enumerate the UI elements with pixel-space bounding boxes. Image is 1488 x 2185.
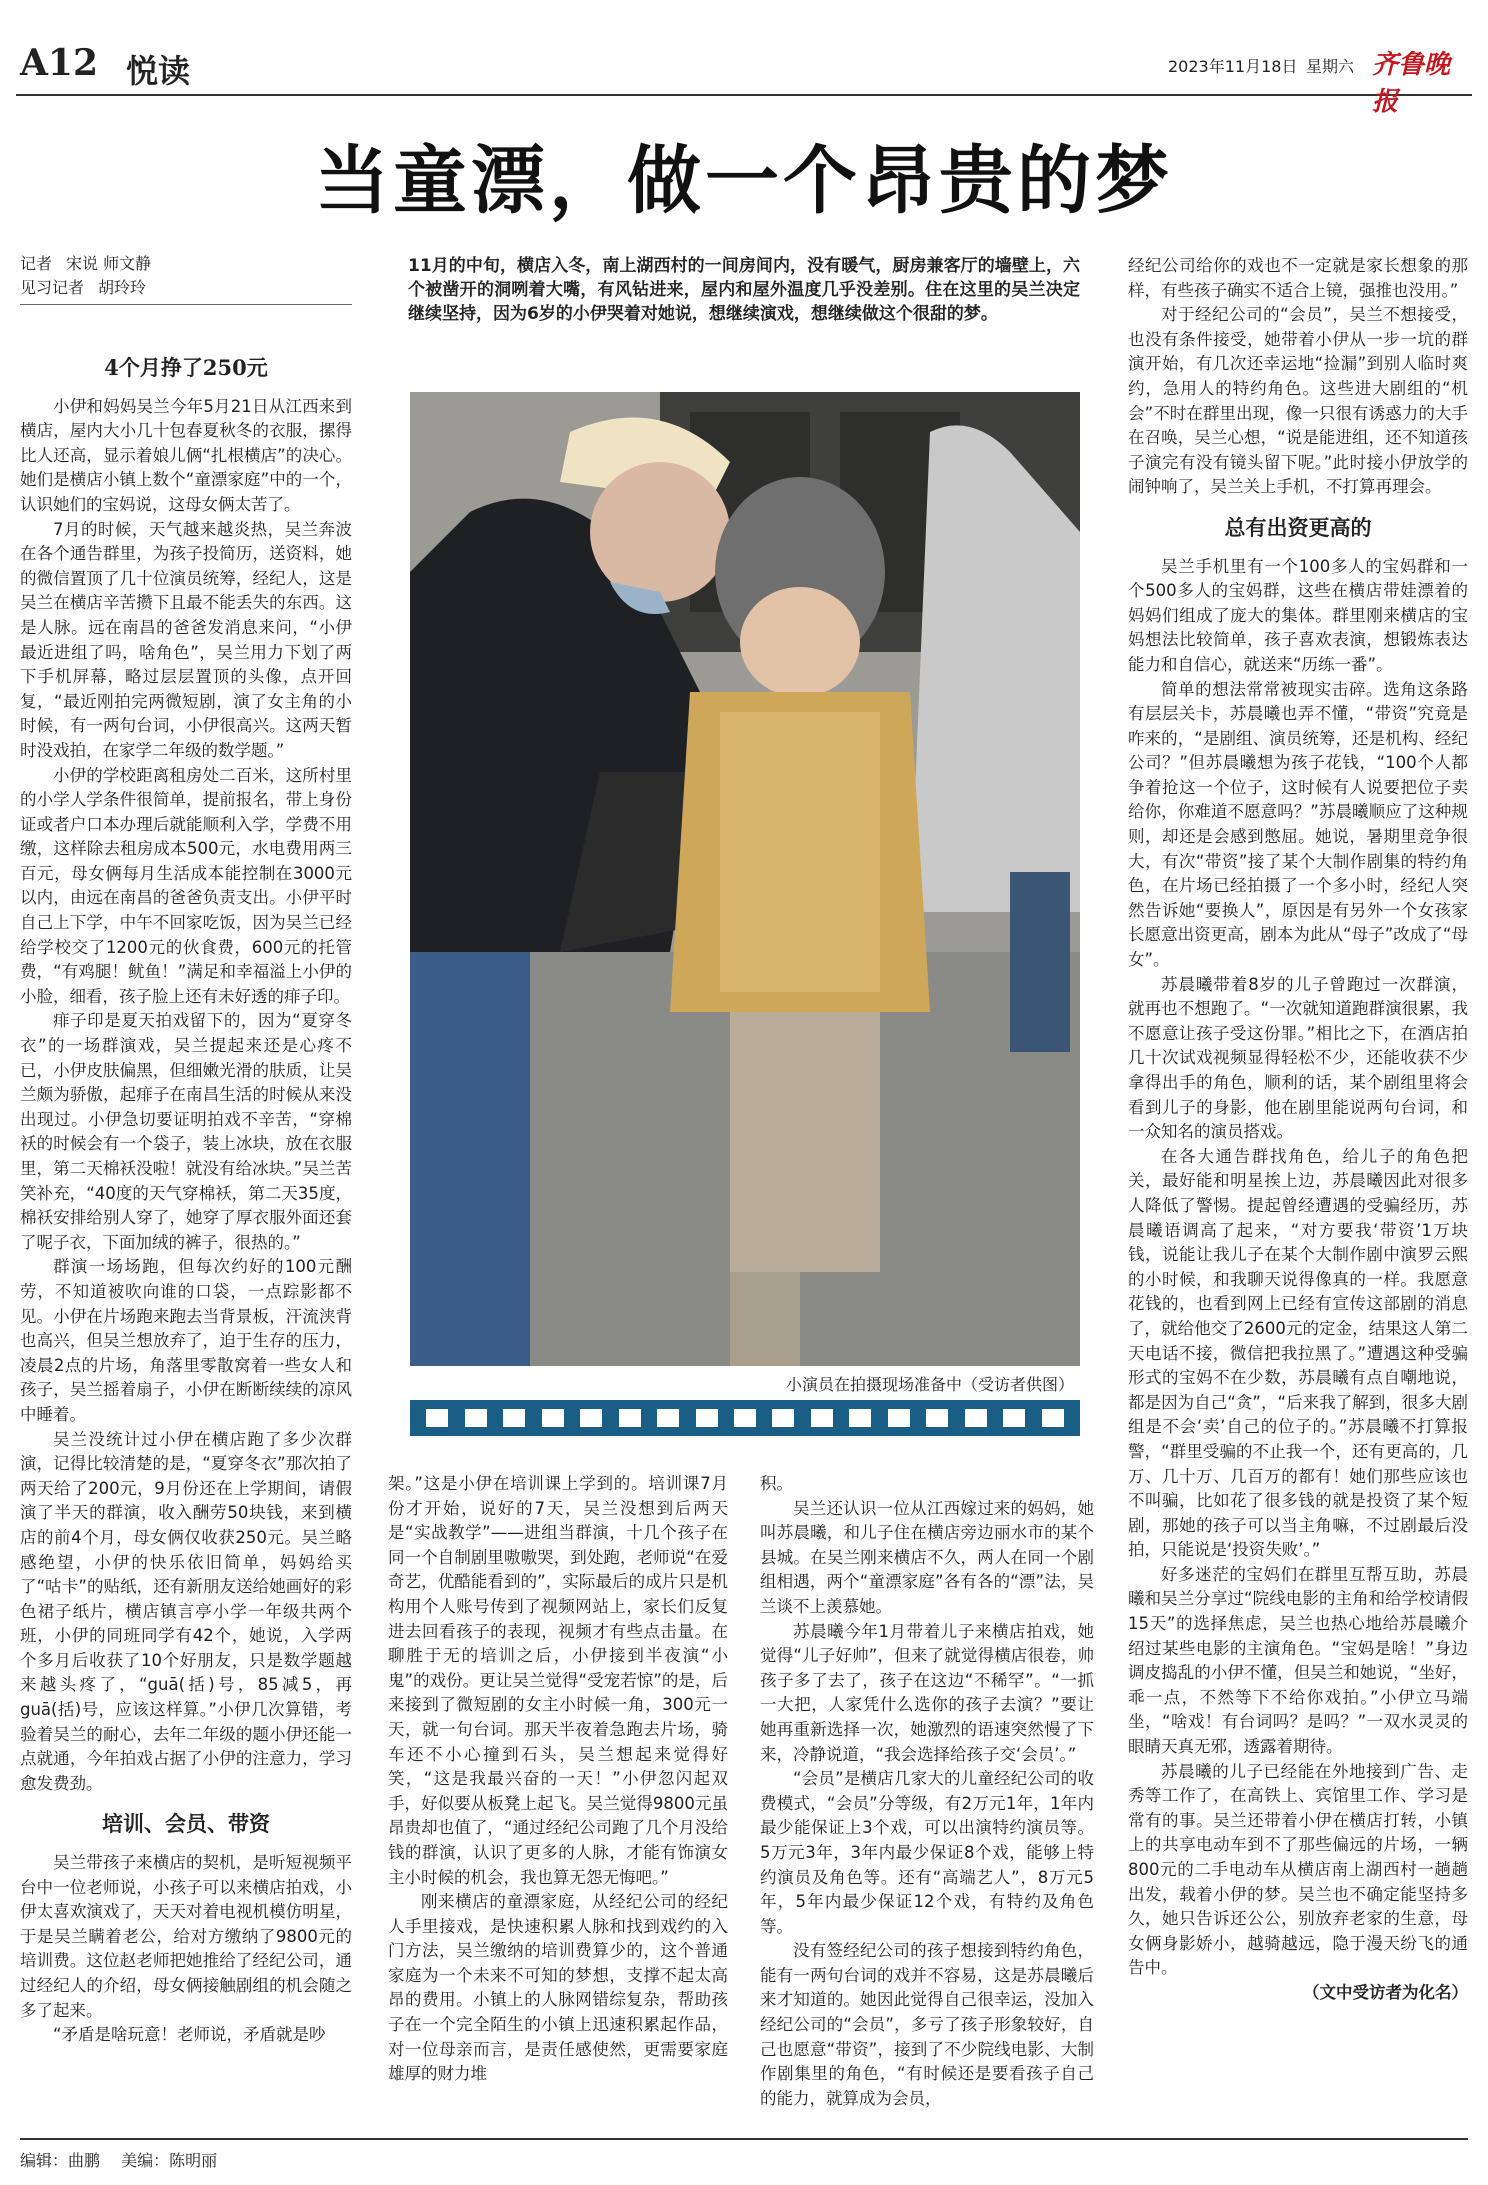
paragraph: 吴兰还认识一位从江西嫁过来的妈妈，她叫苏晨曦，和儿子住在横店旁边丽水市的某个县城。在吴兰刚来横店不久，两人在同一个剧组相遇，两个“童漂家庭”各有各的“漂”法，吴兰谈不上羡慕她。	[760, 1498, 1094, 1616]
article-lead: 11月的中旬，横店入冬，南上湖西村的一间房间内，没有暖气，厨房兼客厅的墙壁上，六个被凿开的洞咧着大嘴，有风钻进来，屋内和屋外温度几乎没差别。住在这里的吴兰决定继续坚持，因为6岁的小伊哭着对她说，想继续演戏，想继续做这个很甜的梦。	[408, 256, 1080, 324]
paragraph: 苏晨曦的儿子已经能在外地接到广告、走秀等工作了，在高铁上、宾馆里工作、学习是常有的事。吴兰还带着小伊在横店打转，小镇上的共享电动车到不了那些偏远的片场，一辆800元的二手电动车从横店南上湖西村一趟趟出发，载着小伊的梦。吴兰也不确定能坚持多久，她只告诉还公公，别放弃老家的生意，母女俩身影娇小，越骑越远，隐于漫天纷飞的通告中。	[1128, 1761, 1468, 1978]
paragraph: 积。	[760, 1474, 793, 1493]
paragraph: 痱子印是夏天拍戏留下的，因为“夏穿冬衣”的一场群演戏，吴兰提起来还是心疼不已，小伊皮肤偏黑，但细嫩光滑的肤质，让吴兰颇为骄傲，起痱子在南昌生活的时候从来没出现过。小伊急切要证明拍戏不辛苦，“穿棉袄的时候会有一个袋子，装上冰块，放在衣服里，第二天棉袄没啦！就没有给冰块。”吴兰苦笑补充，“40度的天气穿棉袄，第二天35度，棉袄安排给别人穿了，她穿了厚衣服外面还套了呢子衣，下面加绒的裤子，很热的。”	[20, 1011, 352, 1252]
page-footer	[20, 2138, 1468, 2171]
paragraph: 吴兰带孩子来横店的契机，是听短视频平台中一位老师说，小孩子可以来横店拍戏，小伊太喜欢演戏了，天天对着电视机模仿明星，于是吴兰瞒着老公，给对方缴纳了9800元的培训费。这位赵老师把她推给了经纪公司，通过经纪人的介绍，母女俩接触剧组的机会随之多了起来。	[20, 1853, 352, 2020]
intern-label: 见习记者	[20, 278, 85, 297]
paragraph: 吴兰没统计过小伊在横店跑了多少次群演，记得比较清楚的是，“夏穿冬衣”那次拍了两天给了200元，9月份还在上学期间，请假演了半天的群演，收入酬劳50块钱，来到横店的前4个月，母女俩仅收获250元。吴兰略感绝望，小伊的快乐依旧简单，妈妈给买了“咕卡”的贴纸，还有新朋友送给她画好的彩色裙子纸片，横店镇言亭小学一年级共两个班，小伊的同班同学有42个，她说，入学两个多月后收获了10个好朋友，只是数学题越来越头疼了，“guā(括)号，85减5，再guā(括)号，应该这样算。”小伊几次算错，考验着吴兰的耐心，去年二年级的题小伊还能一点就通，今年拍戏占据了小伊的注意力，学习愈发费劲。	[20, 1429, 352, 1793]
paragraph: 架。”这是小伊在培训课上学到的。培训课7月份才开始，说好的7天，吴兰没想到后两天是“实战教学”——进组当群演，十几个孩子在同一个自制剧里嗷嗷哭，到处跑，老师说“在爱奇艺，优酷能看到的”，实际最后的成片只是机构用个人账号传到了视频网站上，家长们反复进去回看孩子的表现，视频才有些点击量。在聊胜于无的培训之后，小伊接到半夜演“小鬼”的戏份。更让吴兰觉得“受宠若惊”的是，后来接到了微短剧的女主小时候一角，300元一天，就一句台词。那天半夜着急跑去片场，骑车还不小心撞到石头，吴兰想起来觉得好笑，“这是我最兴奋的一天！”小伊忽闪起双手，好似要从板凳上起飞。吴兰觉得9800元虽昂贵却也值了，“通过经纪公司跑了几个月没给钱的群演，认识了更多的人脉，才能有饰演女主小时候的机会，我也算无怨无悔吧。”	[388, 1474, 728, 1887]
byline	[20, 252, 352, 305]
paragraph: 刚来横店的童漂家庭，从经纪公司的经纪人手里接戏，是快速积累人脉和找到戏约的入门方法，吴兰缴纳的培训费算少的，这个普通家庭为一个未来不可知的梦想，支撑不起太高昂的费用。小镇上的人脉网错综复杂，帮助孩子在一个完全陌生的小镇上迅速积累起作品，对一位母亲而言，是责任感使然，更需要家庭雄厚的财力堆	[388, 1892, 728, 2084]
page-header	[16, 40, 1472, 117]
reporter-names: 宋说 师文静	[66, 254, 152, 273]
decorative-filmstrip	[410, 1400, 1080, 1436]
paragraph: 小伊和妈妈吴兰今年5月21日从江西来到横店，屋内大小几十包春夏秋冬的衣服，摞得比人还高，显示着娘儿俩“扎根横店”的决心。她们是横店小镇上数个“童漂家庭”中的一个，认识她们的宝妈说，这母女俩太苦了。	[20, 396, 352, 514]
article-column-1	[20, 340, 352, 2110]
article-headline: 当童漂，做一个昂贵的梦	[315, 138, 1173, 224]
article-photo	[410, 392, 1080, 1366]
paragraph: 7月的时候，天气越来越炎热，吴兰奔波在各个通告群里，为孩子投简历，送资料，她的微信置顶了几十位演员统筹，经纪人，这是吴兰在横店辛苦攒下且最不能丢失的东西。这是人脉。远在南昌的爸爸发消息来问，“小伊最近进组了吗，啥角色”，吴兰用力下划了两下手机屏幕，略过层层置顶的头像，点开回复，“最近刚拍完两微短剧，演了女主角的小时候，有一两句台词，小伊很高兴。这两天暂时没戏拍，在家学二年级的数学题。”	[20, 519, 352, 760]
paragraph: “会员”是横店几家大的儿童经纪公司的收费模式，“会员”分等级，有2万元1年，1年内最少能保证上3个戏，可以出演特约演员等。5万元3年，3年内最少保证8个戏，能够上特约演员及角色等。还有“高端艺人”，8万元5年，5年内最少保证12个戏，有特约及角色等。	[760, 1769, 1094, 1936]
photo-caption: 小演员在拍摄现场准备中（受访者供图）	[785, 1375, 1074, 1394]
photo-illustration	[410, 392, 1080, 1366]
paragraph: 苏晨曦今年1月带着儿子来横店拍戏，她觉得“儿子好帅”，但来了就觉得横店很卷，帅孩子多了去了，孩子在这边“不稀罕”。“一抓一大把，人家凭什么选你的孩子去演？”要让她再重新选择一次，她激烈的语速突然慢了下来，冷静说道，“我会选择给孩子交‘会员’。”	[760, 1621, 1094, 1764]
paragraph: 没有签经纪公司的孩子想接到特约角色，能有一两句台词的戏并不容易，这是苏晨曦后来才知道的。她因此觉得自己很幸运，没加入经纪公司的“会员”，多亏了孩子形象较好，自己也愿意“带资”，接到了不少院线电影、大制作剧集里的角色，“有时候还是要看孩子自己的能力，就算成为会员，	[760, 1941, 1094, 2108]
issue-date: 2023年11月18日	[1168, 57, 1298, 76]
section-name: 悦读	[126, 52, 191, 90]
article-column-3	[760, 1472, 1094, 2110]
designer-credit: 美编：陈明丽	[121, 2151, 218, 2170]
editor-credit: 编辑：曲鹏	[20, 2151, 101, 2170]
paragraph: 小伊的学校距离租房处二百米，这所村里的小学人学条件很简单，提前报名，带上身份证或者户口本办理后就能顺利入学，学费不用缴，这样除去租房成本500元，水电费用两三百元，母女俩每月生活成本能控制在3000元以内，由远在南昌的爸爸负责支出。小伊平时自己上下学，中午不回家吃饭，因为吴兰已经给学校交了1200元的伙食费，600元的托管费，“有鸡腿！鱿鱼！”满足和幸福溢上小伊的小脸，细看，孩子脸上还有未好透的痱子印。	[20, 765, 352, 1006]
subheading: 培训、会员、带资	[102, 1811, 270, 1837]
paragraph: 简单的想法常常被现实击碎。选角这条路有层层关卡，苏晨曦也弄不懂，“带资”究竟是咋来的，“是剧组、演员统筹，还是机构、经纪公司？”但苏晨曦想为孩子花钱，“100个人都争着抢这一个位子，这时候有人说要把位子卖给你，你难道不愿意吗？”苏晨曦顺应了这种规则，却还是会感到憋屈。她说，暑期里竞争很大，有次“带资”接了某个大制作剧集的特约角色，在片场已经拍摄了一个多小时，经纪人突然告诉她“要换人”，原因是有另外一个女孩家长愿意出资更高，剧本为此从“母子”改成了“母女”。	[1128, 679, 1468, 970]
subheading: 4个月挣了250元	[104, 355, 268, 380]
article-column-2	[388, 1472, 728, 2110]
paragraph: 好多迷茫的宝妈们在群里互帮互助，苏晨曦和吴兰分享过“院线电影的主角和给学校请假15天”的选择焦虑，吴兰也热心地给苏晨曦介绍过某些电影的主演角色。“宝妈是啥！”身边调皮捣乱的小伊不懂，但吴兰和她说，“坐好，乖一点，不然等下不给你戏拍。”小伊立马端坐，“啥戏！有台词吗？是吗？”一双水灵灵的眼睛天真无邪，透露着期待。	[1128, 1564, 1468, 1757]
paragraph: 在各大通告群找角色，给儿子的角色把关，最好能和明星挨上边，苏晨曦因此对很多人降低了警惕。提起曾经遭遇的受骗经历，苏晨曦语调高了起来，“对方要我‘带资’1万块钱，说能让我儿子在某个大制作剧中演罗云熙的小时候，和我聊天说得像真的一样。我愿意花钱的，也看到网上已经有宣传这部剧的消息了，就给他交了2600元的定金，结果这人第二天电话不接，微信把我拉黑了。”遭遇这种受骗形式的宝妈不在少数，苏晨曦有点自嘲地说，都是因为自己“贪”，“后来我了解到，很多大剧组是不会‘卖’自己的位子的。”苏晨曦不打算报警，“群里受骗的不止我一个，还有更高的，几万、几十万、几百万的都有！她们那些应该也不叫骗，比如花了很多钱的就是投资了某个短剧，那她的孩子可以当主角嘛，不过剧最后没拍，只能说是‘投资失败’。”	[1128, 1146, 1468, 1560]
paragraph: “矛盾是啥玩意！老师说，矛盾就是吵	[53, 2025, 326, 2045]
paragraph: 群演一场场跑，但每次约好的100元酬劳，不知道被吹向谁的口袋，一点踪影都不见。小伊在片场跑来跑去当背景板，汗流浃背也高兴，但吴兰想放弃了，迫于生存的压力，凌晨2点的片场，角落里零散窝着一些女人和孩子，吴兰摇着扇子，小伊在断断续续的凉风中睡着。	[20, 1257, 352, 1424]
issue-weekday: 星期六	[1306, 57, 1355, 76]
alias-note: （文中受访者为化名）	[1303, 1982, 1468, 2002]
paragraph: 吴兰手机里有一个100多人的宝妈群和一个500多人的宝妈群，这些在横店带娃漂着的妈妈们组成了庞大的集体。群里刚来横店的宝妈想法比较简单，孩子喜欢表演，想锻炼表达能力和自信心，就送来“历练一番”。	[1128, 556, 1468, 674]
page-code: A12	[20, 42, 99, 84]
reporter-label: 记者	[20, 254, 53, 273]
intern-name: 胡玲玲	[98, 278, 147, 297]
newspaper-logo: 齐鲁晚报	[1372, 50, 1451, 117]
paragraph: 对于经纪公司的“会员”，吴兰不想接受，也没有条件接受，她带着小伊从一步一坑的群演开始，有几次还幸运地“捡漏”到别人临时爽约，急用人的特约角色。这些进大剧组的“机会”不时在群里出现，像一只很有诱惑力的大手在召唤，吴兰心想，“说是能进组，还不知道孩子演完有没有镜头留下呢。”此时接小伊放学的闹钟响了，吴兰关上手机，不打算再理会。	[1128, 305, 1468, 497]
paragraph: 经纪公司给你的戏也不一定就是家长想象的那样，有些孩子确实不适合上镜，强推也没用。”	[1128, 256, 1468, 300]
article-column-4	[1128, 254, 1468, 2110]
subheading: 总有出资更高的	[1224, 514, 1372, 540]
paragraph: 苏晨曦带着8岁的儿子曾跑过一次群演，就再也不想跑了。“一次就知道跑群演很累，我不愿意让孩子受这份罪。”相比之下，在酒店拍几十次试戏视频显得轻松不少，还能收获不少拿得出手的角色，顺利的话，某个剧组里将会看到儿子的身影，他在剧里能说两句台词，和一众知名的演员搭戏。	[1128, 974, 1468, 1142]
